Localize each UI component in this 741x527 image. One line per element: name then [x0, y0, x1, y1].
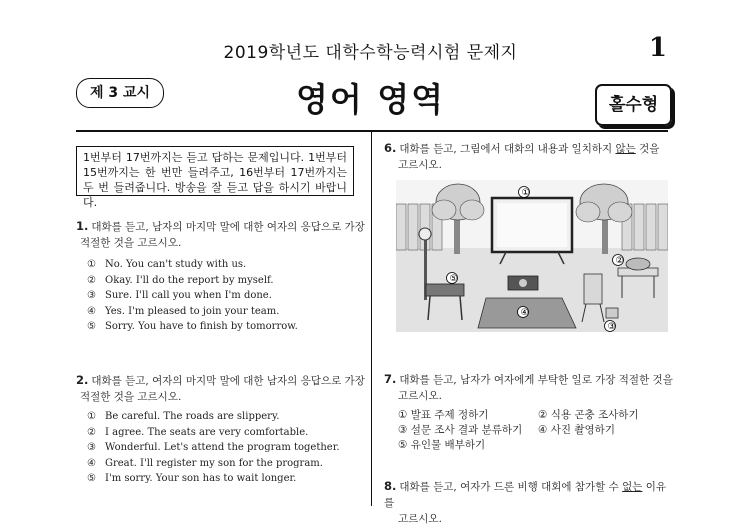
question-2 [76, 372, 366, 405]
instructions-box: 1번부터 17번까지는 듣고 답하는 문제입니다. 1번부터 15번까지는 한 번만 들려주고, 16번부터 17번까지는 두 번 들려줍니다. 방송을 잘 듣고 답을 하시기 바랍니다. [76, 146, 354, 196]
option[interactable]: ① No. You can't study with us. [87, 259, 247, 270]
option[interactable]: ① 발표 주제 정하기 [398, 409, 489, 421]
option[interactable]: ③ 설문 조사 결과 분류하기 [398, 424, 523, 436]
header-rule [76, 130, 668, 132]
option[interactable]: ① Be careful. The roads are slippery. [87, 411, 280, 422]
question-number: 1. [76, 219, 89, 233]
exam-type-box: 홀수형 [595, 84, 672, 126]
page-number: 1 [648, 33, 667, 63]
option[interactable]: ③ Sure. I'll call you when I'm done. [87, 290, 272, 301]
option[interactable]: ③ Wonderful. Let's attend the program together. [87, 442, 340, 453]
option[interactable]: ② 식용 곤충 조사하기 [538, 409, 639, 421]
period-badge: 제 3 교시 [76, 78, 164, 108]
option[interactable]: ⑤ 유인물 배부하기 [398, 439, 486, 451]
emphasis-underline: 않는 [615, 143, 636, 155]
question-2-options [87, 409, 340, 487]
option[interactable]: ⑤ I'm sorry. Your son has to wait longer. [87, 473, 297, 484]
gift-box [606, 308, 618, 318]
question-6-illustration [396, 180, 668, 332]
question-1 [76, 218, 366, 251]
question-7-options [398, 408, 688, 453]
figure-label: ④ [520, 308, 529, 318]
question-1-options [87, 257, 298, 335]
question-8: 8. 대화를 듣고, 여자가 드론 비행 대회에 참가할 수 없는 이유를 고르시오. [384, 478, 674, 527]
emphasis-underline: 없는 [622, 481, 643, 493]
figure-label: ① [521, 188, 530, 198]
figure-label: ⑤ [449, 274, 458, 284]
question-text-2: 고르시오. [398, 159, 442, 171]
question-7 [384, 371, 674, 404]
question-text: 대화를 듣고, 남자가 여자에게 부탁한 일로 가장 적절한 것을 [399, 374, 673, 386]
question-text-2: 고르시오. [398, 513, 442, 525]
question-6: 6. 대화를 듣고, 그림에서 대화의 내용과 일치하지 않는 것을 고르시오. [384, 140, 674, 173]
figure-label: ② [615, 256, 624, 266]
projector [508, 276, 538, 290]
option[interactable]: ② Okay. I'll do the report by myself. [87, 274, 274, 286]
option[interactable]: ④ Yes. I'm pleased to join your team. [87, 305, 280, 317]
question-text: 대화를 듣고, 여자의 마지막 말에 대한 남자의 응답으로 가장 [91, 375, 365, 387]
figure-label: ③ [607, 322, 616, 332]
question-text: 대화를 듣고, 남자의 마지막 말에 대한 여자의 응답으로 가장 [91, 221, 365, 233]
option[interactable]: ④ 사진 촬영하기 [538, 424, 615, 436]
option[interactable]: ④ Great. I'll register my son for the program. [87, 457, 323, 469]
option[interactable]: ⑤ Sorry. You have to finish by tomorrow. [87, 321, 298, 332]
exam-title: 2019학년도 대학수학능력시험 문제지 [223, 43, 518, 63]
question-text-2: 적절한 것을 고르시오. [80, 237, 182, 249]
option[interactable]: ② I agree. The seats are very comfortable. [87, 426, 309, 438]
question-text-2: 고르시오. [398, 390, 442, 402]
subject-title: 영어 영역 [295, 80, 445, 119]
question-number: 6. [384, 141, 397, 155]
column-divider [371, 132, 372, 506]
question-text-2: 적절한 것을 고르시오. [80, 391, 182, 403]
question-number: 8. [384, 479, 397, 493]
question-number: 7. [384, 372, 397, 386]
question-number: 2. [76, 373, 89, 387]
